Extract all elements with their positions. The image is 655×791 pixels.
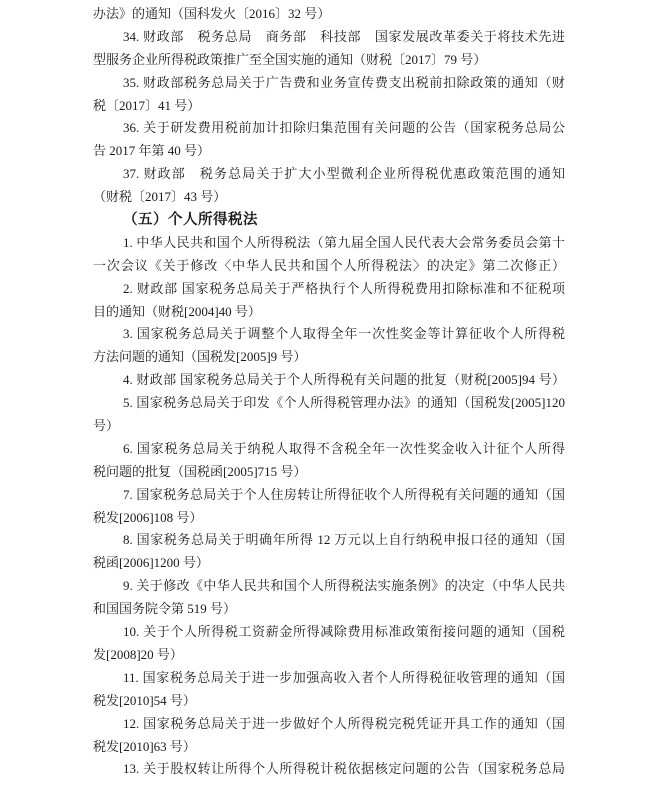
document-line: 税发[2010]63 号） — [93, 738, 196, 754]
document-line: 告 2017 年第 40 号） — [93, 143, 211, 159]
document-line: 税函[2006]1200 号） — [93, 555, 209, 571]
document-line: 2. 财政部 国家税务总局关于严格执行个人所得税费用扣除标准和不征税项 — [123, 280, 565, 296]
document-line: 4. 财政部 国家税务总局关于个人所得税有关问题的批复（财税[2005]94 号） — [123, 372, 565, 388]
document-line: 10. 关于个人所得税工资薪金所得减除费用标准政策衔接问题的通知（国税 — [123, 624, 565, 640]
document-line: 型服务企业所得税政策推广至全国实施的通知（财税〔2017〕79 号） — [93, 51, 487, 67]
document-line: （财税〔2017〕43 号） — [93, 189, 227, 205]
document-line: 3. 国家税务总局关于调整个人取得全年一次性奖金等计算征收个人所得税 — [123, 326, 565, 342]
document-line: 11. 国家税务总局关于进一步加强高收入者个人所得税征收管理的通知（国 — [123, 669, 565, 685]
document-line: 税发[2006]108 号） — [93, 509, 203, 525]
document-line: 税发[2010]54 号） — [93, 692, 196, 708]
document-line: 一次会议《关于修改〈中华人民共和国个人所得税法〉的决定》第二次修正） — [93, 257, 565, 273]
document-line: 税〔2017〕41 号） — [93, 97, 201, 113]
document-line: 税问题的批复（国税函[2005]715 号） — [93, 463, 307, 479]
document-line: 34. 财政部 税务总局 商务部 科技部 国家发展改革委关于将技术先进 — [123, 28, 565, 44]
document-line: 6. 国家税务总局关于纳税人取得不含税全年一次性奖金收入计征个人所得 — [123, 440, 565, 456]
document-line: 目的通知（财税[2004]40 号） — [93, 303, 261, 319]
document-body — [93, 3, 565, 781]
document-line: 方法问题的通知（国税发[2005]9 号） — [93, 349, 307, 365]
document-line: 1. 中华人民共和国个人所得税法（第九届全国人民代表大会常务委员会第十 — [123, 234, 565, 250]
document-line: 12. 国家税务总局关于进一步做好个人所得税完税凭证开具工作的通知（国 — [123, 715, 565, 731]
document-line: 办法》的通知（国科发火〔2016〕32 号） — [93, 6, 331, 21]
document-line: 5. 国家税务总局关于印发《个人所得税管理办法》的通知（国税发[2005]120 — [123, 395, 565, 411]
document-line: 36. 关于研发费用税前加计扣除归集范围有关问题的公告（国家税务总局公 — [123, 120, 565, 136]
document-line: 9. 关于修改《中华人民共和国个人所得税法实施条例》的决定（中华人民共 — [123, 578, 565, 594]
document-line: 和国国务院令第 519 号） — [93, 601, 237, 617]
document-line: 13. 关于股权转让所得个人所得税计税依据核定问题的公告（国家税务总局 — [123, 761, 565, 777]
section-heading: （五）个人所得税法 — [123, 212, 258, 229]
document-line: 7. 国家税务总局关于个人住房转让所得征收个人所得税有关问题的通知（国 — [123, 486, 565, 502]
document-line: 8. 国家税务总局关于明确年所得 12 万元以上自行纳税申报口径的通知（国 — [123, 532, 565, 548]
document-line: 37. 财政部 税务总局关于扩大小型微利企业所得税优惠政策范围的通知 — [123, 166, 565, 182]
document-line: 35. 财政部税务总局关于广告费和业务宣传费支出税前扣除政策的通知（财 — [123, 74, 565, 90]
document-line: 发[2008]20 号） — [93, 646, 183, 662]
document-line: 号） — [93, 418, 120, 434]
